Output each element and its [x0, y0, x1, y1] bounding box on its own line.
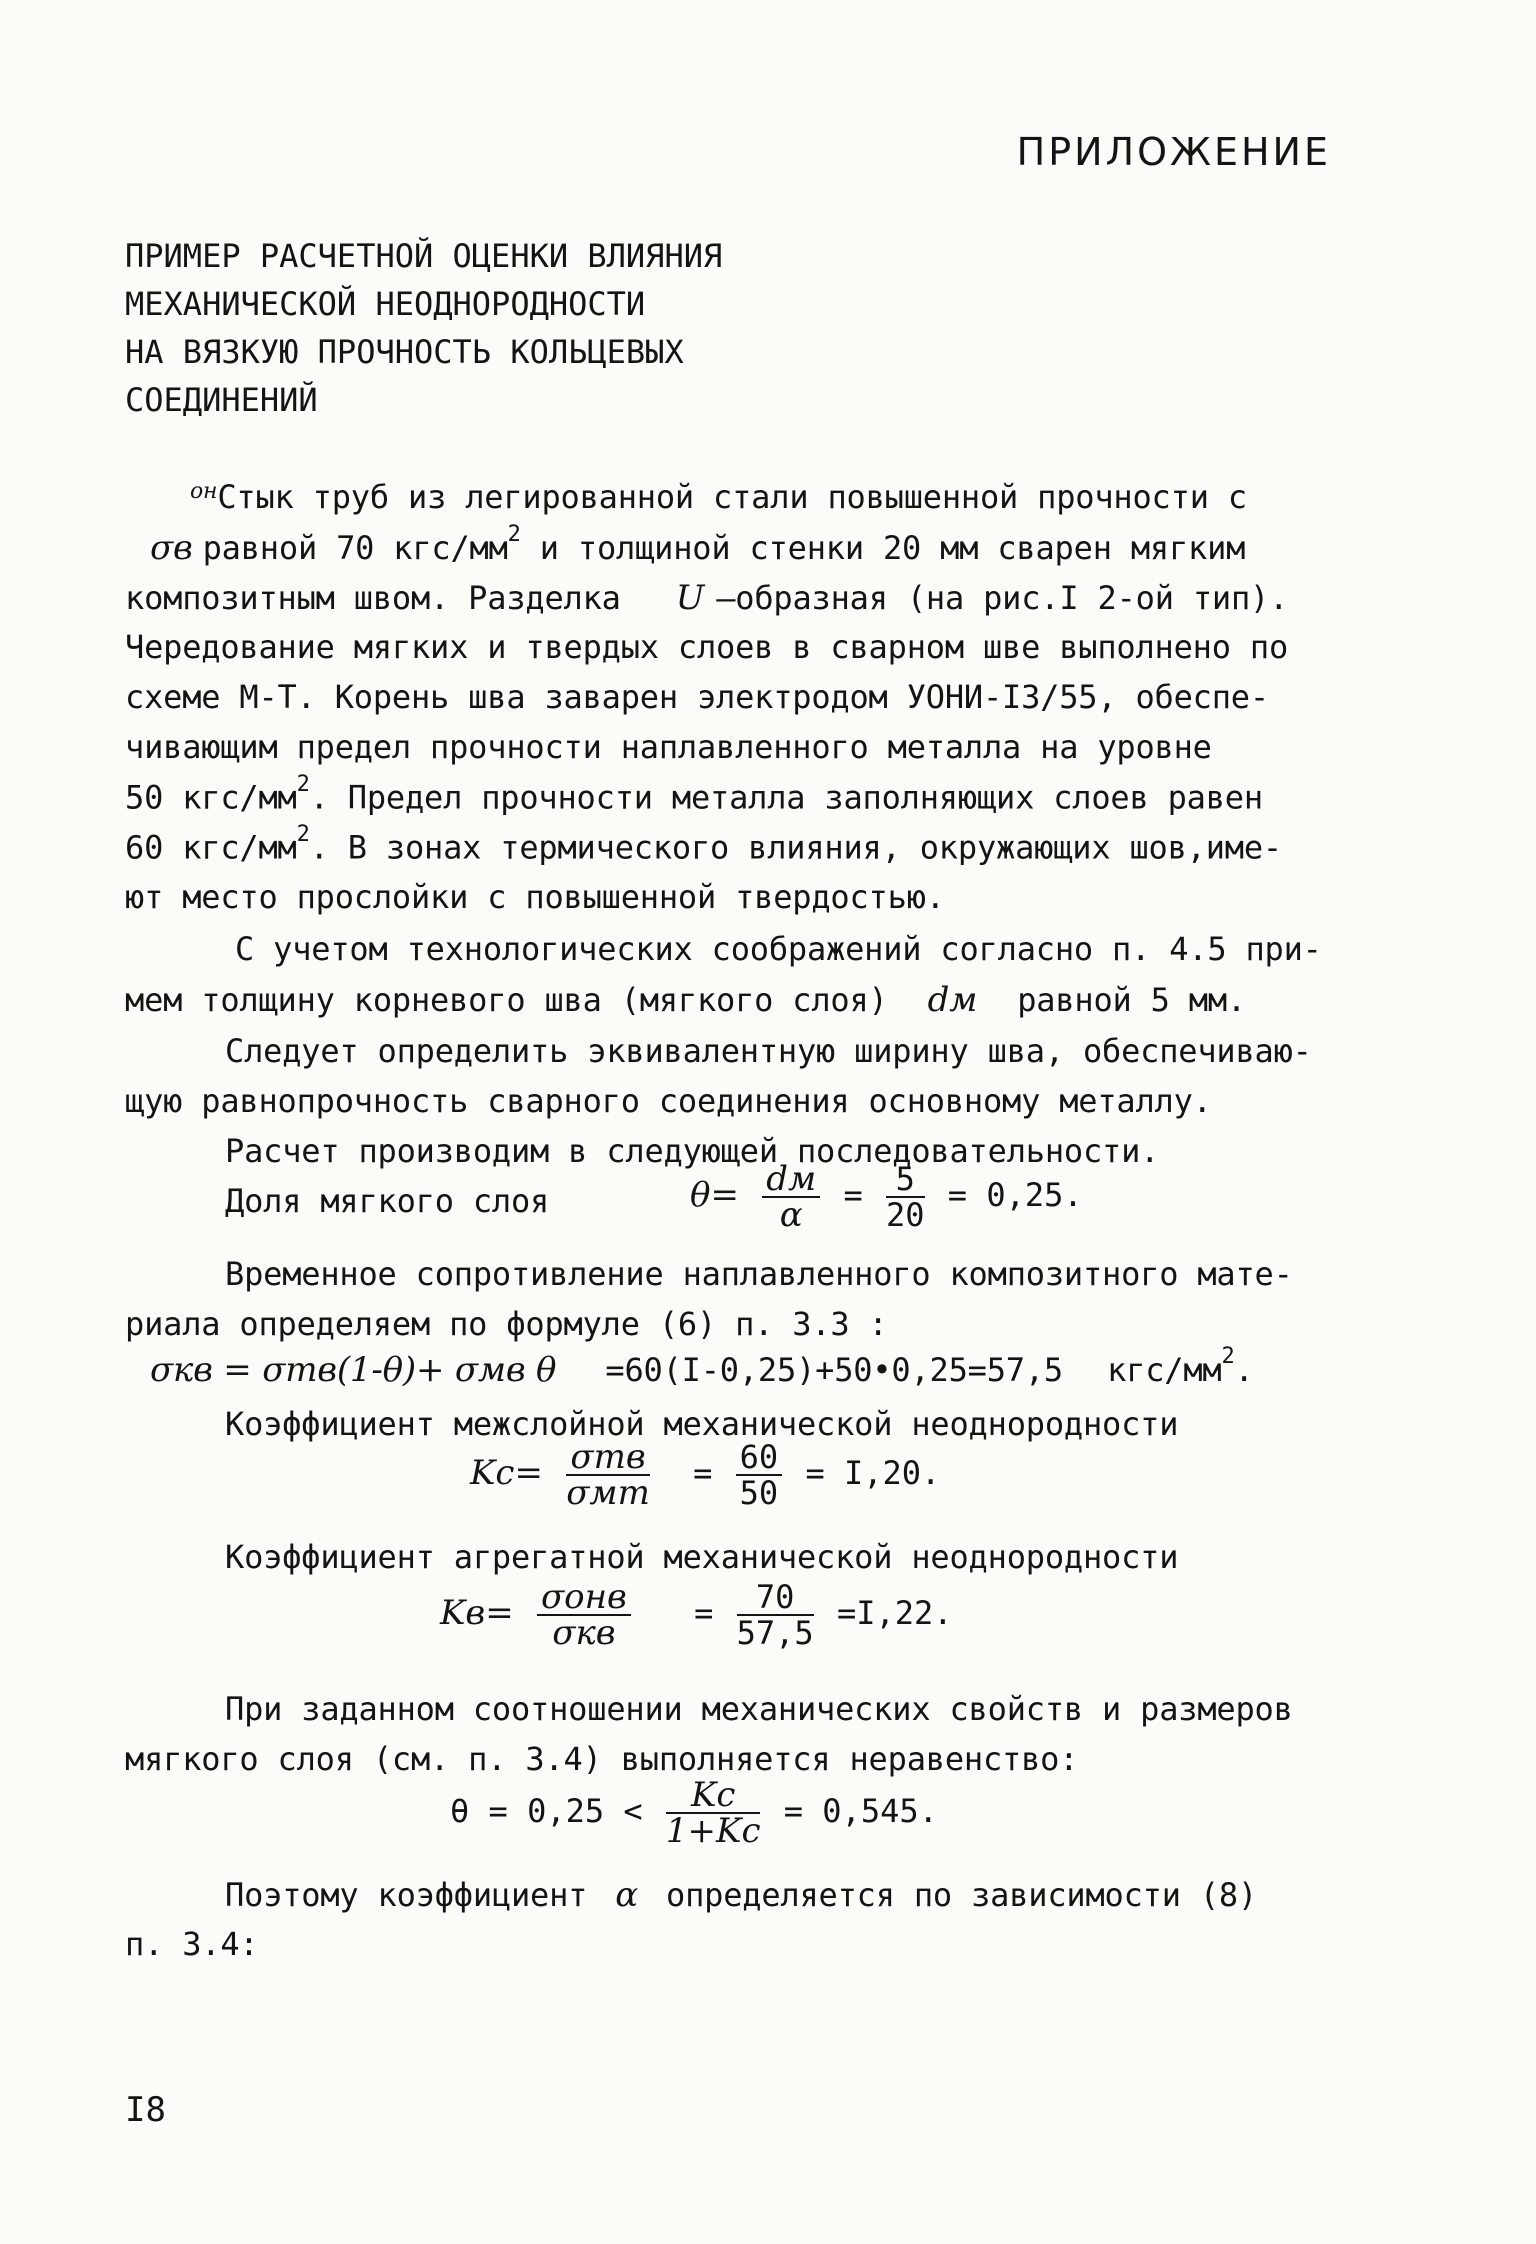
formula-interlayer-coefficient: Kс= $\frac{\text{σтв}}{\text{σмт}}$ = $\frac{60}{50}$ = I,20. [470, 1437, 941, 1513]
text-line: Коэффициент межслойной механической неоднородности [225, 1405, 1179, 1443]
text-line: равной 70 кгс/мм [202, 529, 508, 567]
text-line: и толщиной стенки 20 мм сварен мягким [520, 529, 1246, 567]
title-line: НА ВЯЗКУЮ ПРОЧНОСТЬ КОЛЬЦЕВЫХ [125, 333, 684, 371]
text-line: щую равнопрочность сварного соединения основному металлу. [125, 1082, 1212, 1120]
handwritten-symbol: α [615, 1875, 639, 1915]
paragraph-line [125, 578, 1288, 618]
document-title [125, 232, 722, 424]
title-line: МЕХАНИЧЕСКОЙ НЕОДНОРОДНОСТИ [125, 285, 646, 323]
text-line: композитным швом. Разделка [125, 579, 621, 617]
paragraph-line: 60 кгс/$мм^2$. В зонах термического влияния, окружающих шов,име- [125, 822, 1282, 867]
text-line: риала определяем по формуле (6) п. 3.3 : [125, 1305, 888, 1343]
text-line: мягкого слоя (см. п. 3.4) выполняется неравенство: [125, 1740, 1079, 1778]
text-line: Следует определить эквивалентную ширину шва, обеспечиваю- [225, 1032, 1312, 1070]
text-line: ют место прослойки с повышенной твердостью. [125, 878, 945, 916]
paragraph-line [125, 478, 1247, 516]
paragraph-line: σв равной 70 кгс/$мм^2$ и толщиной стенки 20 мм сварен мягким [150, 522, 1246, 568]
text-line: Чередование мягких и твердых слоев в сварном шве выполнено по [125, 628, 1289, 666]
text-line: Доля мягкого слоя [225, 1182, 550, 1220]
text-line: С учетом технологических соображений согласно п. 4.5 при- [235, 930, 1322, 968]
handwritten-symbol: он [190, 479, 218, 504]
text-line: схеме М-Т. Корень шва заварен электродом УОНИ-I3/55, обеспе- [125, 678, 1269, 716]
text-line: Расчет производим в следующей последовательности. [225, 1132, 1160, 1170]
formula-aggregate-coefficient: Kв= $\frac{\text{σонв}}{\text{σкв}}$ = $\frac{70}{57,5}$ =I,22. [440, 1577, 953, 1653]
title-line: СОЕДИНЕНИЙ [125, 381, 318, 419]
text-line: –образная (на рис.I 2-ой тип). [716, 579, 1289, 617]
text-line: чивающим предел прочности наплавленного металла на уровне [125, 728, 1212, 766]
text-line: Коэффициент агрегатной механической неоднородности [225, 1538, 1179, 1576]
formula-inequality: θ = 0,25 < $\frac{Kс}{1+Kс}$ = 0,545. [450, 1775, 938, 1851]
text-line: Временное сопротивление наплавленного композитного мате- [225, 1255, 1293, 1293]
paragraph-line: мем толщину корневого шва (мягкого слоя) dм равной 5 мм. [125, 980, 1246, 1020]
text-line: Стык труб из легированной стали повышенной прочности с [217, 478, 1247, 516]
formula-composite-strength: σкв = σтв(1-θ)+ σмв θ =60(I-0,25)+50•0,25=57,5 кгс/$мм^2$. [150, 1344, 1254, 1390]
text-line: п. 3.4: [125, 1925, 259, 1963]
text-line: При заданном соотношении механических свойств и размеров [225, 1690, 1293, 1728]
appendix-heading: ПРИЛОЖЕНИЕ [1016, 130, 1331, 174]
formula-layer-share: θ= $\frac{dм}{\alpha}$ = $\frac{5}{20}$ = 0,25. [690, 1159, 1083, 1235]
handwritten-symbol: U [675, 578, 705, 618]
paragraph-line: 50 кгс/$мм^2$. Предел прочности металла заполняющих слоев равен [125, 772, 1263, 817]
paragraph-line: Поэтому коэффициент α определяется по зависимости (8) [225, 1875, 1258, 1915]
handwritten-symbol: dм [927, 980, 978, 1020]
handwritten-symbol: σв [150, 528, 193, 568]
page-number: I8 [125, 2090, 166, 2130]
title-line: ПРИМЕР РАСЧЕТНОЙ ОЦЕНКИ ВЛИЯНИЯ [125, 237, 723, 275]
